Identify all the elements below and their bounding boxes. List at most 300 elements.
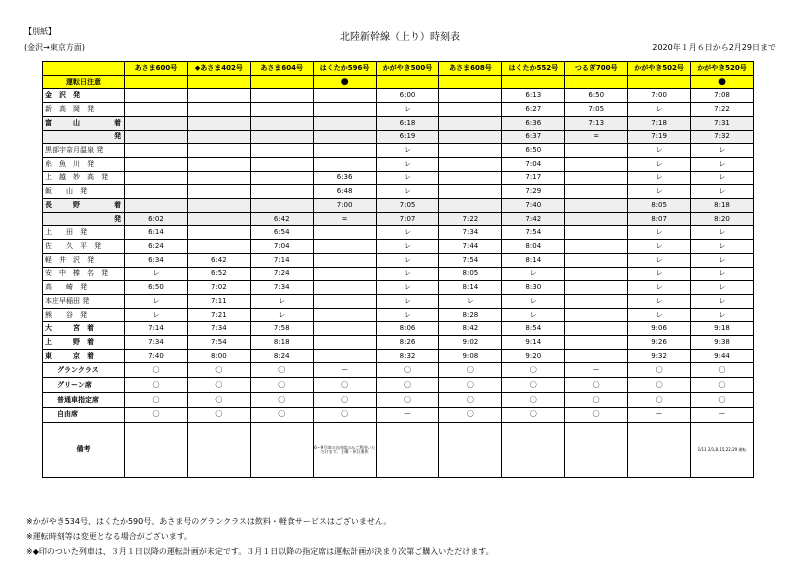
remark-cell: 6～9号車の自由席のみご利用いただけます。土曜・休日運休 (313, 422, 376, 477)
time-cell (125, 185, 188, 199)
facility-mark: 〇 (502, 408, 565, 423)
time-cell (565, 294, 628, 308)
station-name (43, 199, 125, 213)
time-cell (565, 336, 628, 350)
direction-label: (金沢→東京方面) (24, 43, 85, 52)
time-cell: 7:34 (439, 226, 502, 240)
time-cell: 7:00 (313, 199, 376, 213)
time-cell (313, 144, 376, 158)
operation-mark (565, 75, 628, 89)
time-cell: = (565, 130, 628, 144)
time-cell (250, 144, 313, 158)
time-cell: 6:50 (125, 281, 188, 295)
facility-row (43, 393, 754, 408)
time-cell: 7:54 (187, 336, 250, 350)
station-name: 新 高 岡 発 (43, 103, 125, 117)
time-cell (250, 116, 313, 130)
time-cell: 6:52 (187, 267, 250, 281)
facility-row (43, 378, 754, 393)
time-cell: 7:32 (691, 130, 754, 144)
time-cell (439, 157, 502, 171)
table-row (43, 336, 754, 350)
train-name: つるぎ700号 (565, 62, 628, 76)
facility-mark: 〇 (125, 378, 188, 393)
facility-mark: 〇 (125, 363, 188, 378)
facility-name: 自由席 (43, 408, 125, 423)
facility-row (43, 408, 754, 423)
remark-cell (439, 422, 502, 477)
facility-mark: 〇 (313, 378, 376, 393)
time-cell (313, 281, 376, 295)
time-cell: 6:13 (502, 89, 565, 103)
time-cell: = (313, 212, 376, 226)
station-name: 上 野 着 (43, 336, 125, 350)
facility-mark: 〇 (502, 393, 565, 408)
station-name: 金 沢 発 (43, 89, 125, 103)
arr-dep-label: 着 (114, 200, 121, 209)
time-cell: 8:06 (376, 322, 439, 336)
time-cell (250, 89, 313, 103)
time-cell: 7:22 (691, 103, 754, 117)
time-cell: 9:18 (691, 322, 754, 336)
facility-mark: 〇 (502, 378, 565, 393)
time-cell (125, 89, 188, 103)
time-cell (565, 171, 628, 185)
time-cell: 8:28 (439, 308, 502, 322)
time-cell (313, 116, 376, 130)
remark-cell (125, 422, 188, 477)
time-cell (187, 116, 250, 130)
time-cell: レ (628, 294, 691, 308)
facility-mark: 〇 (187, 363, 250, 378)
station-name: 糸 魚 川 発 (43, 157, 125, 171)
time-cell (439, 185, 502, 199)
station-name (43, 116, 125, 130)
time-cell (250, 171, 313, 185)
time-cell (313, 130, 376, 144)
time-cell: 8:30 (502, 281, 565, 295)
time-cell (439, 171, 502, 185)
time-cell (439, 199, 502, 213)
facility-mark: ー (313, 363, 376, 378)
time-cell (250, 157, 313, 171)
operation-mark (376, 75, 439, 89)
operation-mark (187, 75, 250, 89)
facility-mark: ー (691, 408, 754, 423)
operation-mark: ● (691, 75, 754, 89)
time-cell: レ (628, 240, 691, 254)
time-cell: 7:08 (691, 89, 754, 103)
time-cell: 8:32 (376, 349, 439, 363)
time-cell: 9:32 (628, 349, 691, 363)
time-cell (313, 103, 376, 117)
time-cell: 9:20 (502, 349, 565, 363)
time-cell: 6:36 (313, 171, 376, 185)
facility-mark: 〇 (313, 393, 376, 408)
time-cell: 8:54 (502, 322, 565, 336)
operation-mark (502, 75, 565, 89)
time-cell: レ (125, 308, 188, 322)
operation-mark (439, 75, 502, 89)
time-cell: 8:20 (691, 212, 754, 226)
table-row (43, 212, 754, 226)
time-cell: 8:14 (439, 281, 502, 295)
train-name: あさま600号 (125, 62, 188, 76)
table-row (43, 185, 754, 199)
time-cell: 6:18 (376, 116, 439, 130)
time-cell: レ (691, 157, 754, 171)
facility-mark: 〇 (250, 378, 313, 393)
remark-cell (565, 422, 628, 477)
time-cell: レ (628, 281, 691, 295)
time-cell: レ (628, 253, 691, 267)
facility-mark: 〇 (187, 378, 250, 393)
time-cell: レ (628, 267, 691, 281)
time-cell: 7:21 (187, 308, 250, 322)
train-name: かがやき520号 (691, 62, 754, 76)
time-cell: 6:37 (502, 130, 565, 144)
time-cell: 7:05 (565, 103, 628, 117)
time-cell: 6:27 (502, 103, 565, 117)
table-row (43, 322, 754, 336)
time-cell: 7:07 (376, 212, 439, 226)
time-cell (565, 322, 628, 336)
station-name (43, 212, 125, 226)
time-cell: 6:54 (250, 226, 313, 240)
time-cell: 7:04 (250, 240, 313, 254)
time-cell (565, 308, 628, 322)
facility-mark: 〇 (250, 408, 313, 423)
time-cell: 6:19 (376, 130, 439, 144)
time-cell (565, 281, 628, 295)
table-row (43, 294, 754, 308)
table-row (43, 130, 754, 144)
time-cell (250, 185, 313, 199)
time-cell: 7:14 (250, 253, 313, 267)
facility-mark: 〇 (439, 393, 502, 408)
time-cell: 9:06 (628, 322, 691, 336)
time-cell: レ (376, 308, 439, 322)
time-cell: 6:00 (376, 89, 439, 103)
time-cell (313, 267, 376, 281)
facility-mark: 〇 (628, 393, 691, 408)
time-cell: 7:14 (125, 322, 188, 336)
facility-mark: 〇 (565, 378, 628, 393)
time-cell: 7:05 (376, 199, 439, 213)
time-cell (250, 199, 313, 213)
station-name: 高 崎 発 (43, 281, 125, 295)
time-cell: 6:50 (565, 89, 628, 103)
time-cell: 9:08 (439, 349, 502, 363)
train-name: はくたか596号 (313, 62, 376, 76)
time-cell: 7:42 (502, 212, 565, 226)
facility-mark: 〇 (125, 408, 188, 423)
time-cell: レ (691, 308, 754, 322)
time-cell: 8:07 (628, 212, 691, 226)
station-label: 富 山 (45, 118, 80, 127)
time-cell: 7:58 (250, 322, 313, 336)
time-cell: 8:18 (691, 199, 754, 213)
time-cell: レ (691, 185, 754, 199)
time-cell (565, 226, 628, 240)
table-row (43, 240, 754, 254)
time-cell: 6:50 (502, 144, 565, 158)
facility-mark: 〇 (691, 378, 754, 393)
table-row (43, 308, 754, 322)
station-name: 熊 谷 発 (43, 308, 125, 322)
time-cell: レ (502, 308, 565, 322)
time-cell (125, 171, 188, 185)
operation-mark: ● (313, 75, 376, 89)
facility-mark: ー (565, 363, 628, 378)
time-cell (250, 103, 313, 117)
time-cell (313, 253, 376, 267)
facility-mark: 〇 (376, 393, 439, 408)
table-row (43, 199, 754, 213)
facility-mark: ー (376, 408, 439, 423)
time-cell (187, 240, 250, 254)
time-cell (187, 144, 250, 158)
train-header-row (43, 62, 754, 76)
time-cell: 7:02 (187, 281, 250, 295)
time-cell: レ (628, 226, 691, 240)
time-cell: 9:44 (691, 349, 754, 363)
facility-name: グリーン席 (43, 378, 125, 393)
time-cell: 6:02 (125, 212, 188, 226)
station-name: 本庄早稲田 発 (43, 294, 125, 308)
time-cell (565, 253, 628, 267)
time-cell (187, 212, 250, 226)
time-cell: 7:04 (502, 157, 565, 171)
time-cell: 9:38 (691, 336, 754, 350)
time-cell: 6:36 (502, 116, 565, 130)
operation-note-row (43, 75, 754, 89)
time-cell (313, 336, 376, 350)
facility-mark: 〇 (313, 408, 376, 423)
time-cell: レ (691, 281, 754, 295)
table-row (43, 349, 754, 363)
remark-cell (628, 422, 691, 477)
arr-dep-label: 着 (114, 118, 121, 127)
facility-mark: 〇 (439, 378, 502, 393)
time-cell (565, 212, 628, 226)
time-cell: 8:14 (502, 253, 565, 267)
time-cell (565, 240, 628, 254)
time-cell: 8:05 (628, 199, 691, 213)
time-cell (439, 103, 502, 117)
time-cell (313, 89, 376, 103)
train-name: ◆あさま402号 (187, 62, 250, 76)
facility-mark: 〇 (502, 363, 565, 378)
time-cell: 7:54 (439, 253, 502, 267)
time-cell: 9:26 (628, 336, 691, 350)
time-cell: 7:18 (628, 116, 691, 130)
time-cell (125, 157, 188, 171)
arr-dep-label: 発 (114, 214, 121, 223)
timetable (42, 61, 754, 478)
facility-mark: 〇 (691, 363, 754, 378)
train-name: はくたか552号 (502, 62, 565, 76)
facility-name: グランクラス (43, 363, 125, 378)
facility-mark: 〇 (439, 363, 502, 378)
time-cell (125, 199, 188, 213)
time-cell: 8:42 (439, 322, 502, 336)
facility-mark: 〇 (250, 363, 313, 378)
footnote-3: ※◆印のついた列車は、３月１日以降の運転計画が未定です。３月１日以降の指定席は運転計画が決まり次第ご購入いただけます。 (26, 547, 494, 556)
table-row (43, 226, 754, 240)
station-name: 上 越 妙 高 発 (43, 171, 125, 185)
operation-mark (250, 75, 313, 89)
time-cell: レ (125, 294, 188, 308)
time-cell (187, 130, 250, 144)
time-cell: レ (376, 226, 439, 240)
time-cell: レ (376, 171, 439, 185)
time-cell (565, 267, 628, 281)
time-cell: レ (691, 294, 754, 308)
remark-cell (250, 422, 313, 477)
facility-mark: 〇 (565, 408, 628, 423)
time-cell: レ (376, 157, 439, 171)
time-cell: 7:44 (439, 240, 502, 254)
time-cell: 7:34 (187, 322, 250, 336)
facility-mark: 〇 (376, 363, 439, 378)
time-cell: 6:24 (125, 240, 188, 254)
time-cell: 6:14 (125, 226, 188, 240)
station-name: 佐 久 平 発 (43, 240, 125, 254)
time-cell: レ (502, 267, 565, 281)
time-cell: 9:14 (502, 336, 565, 350)
time-cell: レ (628, 144, 691, 158)
time-cell: レ (691, 240, 754, 254)
time-cell: 7:00 (628, 89, 691, 103)
time-cell: 8:00 (187, 349, 250, 363)
time-cell: 7:40 (502, 199, 565, 213)
time-cell (565, 349, 628, 363)
station-name: 軽 井 沢 発 (43, 253, 125, 267)
table-row (43, 157, 754, 171)
time-cell: レ (376, 240, 439, 254)
time-cell: 8:18 (250, 336, 313, 350)
time-cell (313, 349, 376, 363)
time-cell: レ (250, 308, 313, 322)
time-cell: 7:34 (125, 336, 188, 350)
time-cell: 9:02 (439, 336, 502, 350)
time-cell: 8:26 (376, 336, 439, 350)
time-cell: レ (691, 253, 754, 267)
time-cell: レ (628, 103, 691, 117)
facility-mark: 〇 (691, 393, 754, 408)
attachment-label: 【別紙】 (24, 27, 56, 36)
station-name: 飯 山 発 (43, 185, 125, 199)
facility-mark: 〇 (565, 393, 628, 408)
operation-mark (125, 75, 188, 89)
time-cell: レ (250, 294, 313, 308)
station-name: 大 宮 着 (43, 322, 125, 336)
time-cell: 6:42 (187, 253, 250, 267)
time-cell: 6:48 (313, 185, 376, 199)
facility-mark: 〇 (187, 408, 250, 423)
time-cell (250, 130, 313, 144)
table-row (43, 267, 754, 281)
facility-mark: ー (628, 408, 691, 423)
time-cell (313, 240, 376, 254)
arr-dep-label: 発 (114, 132, 121, 141)
time-cell (565, 144, 628, 158)
facility-mark: 〇 (187, 393, 250, 408)
footnote-2: ※運転時刻等は変更となる場合がございます。 (26, 532, 193, 541)
time-cell: レ (376, 185, 439, 199)
time-cell (313, 294, 376, 308)
remarks-label: 備考 (43, 422, 125, 477)
table-row (43, 144, 754, 158)
time-cell (125, 116, 188, 130)
facility-name: 普通車指定席 (43, 393, 125, 408)
time-cell: レ (691, 144, 754, 158)
time-cell (439, 130, 502, 144)
time-cell: 7:29 (502, 185, 565, 199)
time-cell: 7:17 (502, 171, 565, 185)
footnote-1: ※かがやき534号、はくたか590号、あさま号のグランクラスは飲料・軽食サービスはございません。 (26, 517, 392, 526)
time-cell: 7:54 (502, 226, 565, 240)
time-cell: 7:22 (439, 212, 502, 226)
time-cell: レ (628, 171, 691, 185)
time-cell (125, 144, 188, 158)
time-cell: 7:24 (250, 267, 313, 281)
time-cell: レ (376, 144, 439, 158)
remark-cell (502, 422, 565, 477)
remark-cell: 1/11 2/1,8,15,22,29 運転 (691, 422, 754, 477)
station-name: 安 中 榛 名 発 (43, 267, 125, 281)
time-cell (313, 308, 376, 322)
time-cell (565, 199, 628, 213)
time-cell: レ (376, 281, 439, 295)
time-cell: レ (376, 267, 439, 281)
time-cell (313, 322, 376, 336)
time-cell: 7:34 (250, 281, 313, 295)
station-name: 黒部宇奈月温泉 発 (43, 144, 125, 158)
table-row (43, 89, 754, 103)
facility-mark: 〇 (439, 408, 502, 423)
time-cell (565, 157, 628, 171)
time-cell: レ (376, 103, 439, 117)
train-name: あさま604号 (250, 62, 313, 76)
facility-mark: 〇 (628, 363, 691, 378)
time-cell: レ (691, 226, 754, 240)
time-cell (439, 116, 502, 130)
time-cell (187, 157, 250, 171)
time-cell: レ (691, 171, 754, 185)
station-name: 東 京 着 (43, 349, 125, 363)
facility-row (43, 363, 754, 378)
time-cell (125, 130, 188, 144)
facility-mark: 〇 (376, 378, 439, 393)
time-cell: 8:05 (439, 267, 502, 281)
valid-period: 2020年１月６日から2月29日まで (652, 43, 776, 52)
time-cell: レ (628, 185, 691, 199)
time-cell: レ (691, 267, 754, 281)
operation-note-label: 運転日注意 (43, 75, 125, 89)
facility-mark: 〇 (125, 393, 188, 408)
facility-mark: 〇 (628, 378, 691, 393)
operation-mark (628, 75, 691, 89)
time-cell: レ (628, 308, 691, 322)
time-cell (187, 89, 250, 103)
time-cell: レ (376, 294, 439, 308)
time-cell: 8:24 (250, 349, 313, 363)
time-cell (313, 157, 376, 171)
time-cell (439, 89, 502, 103)
station-name: 上 田 発 (43, 226, 125, 240)
